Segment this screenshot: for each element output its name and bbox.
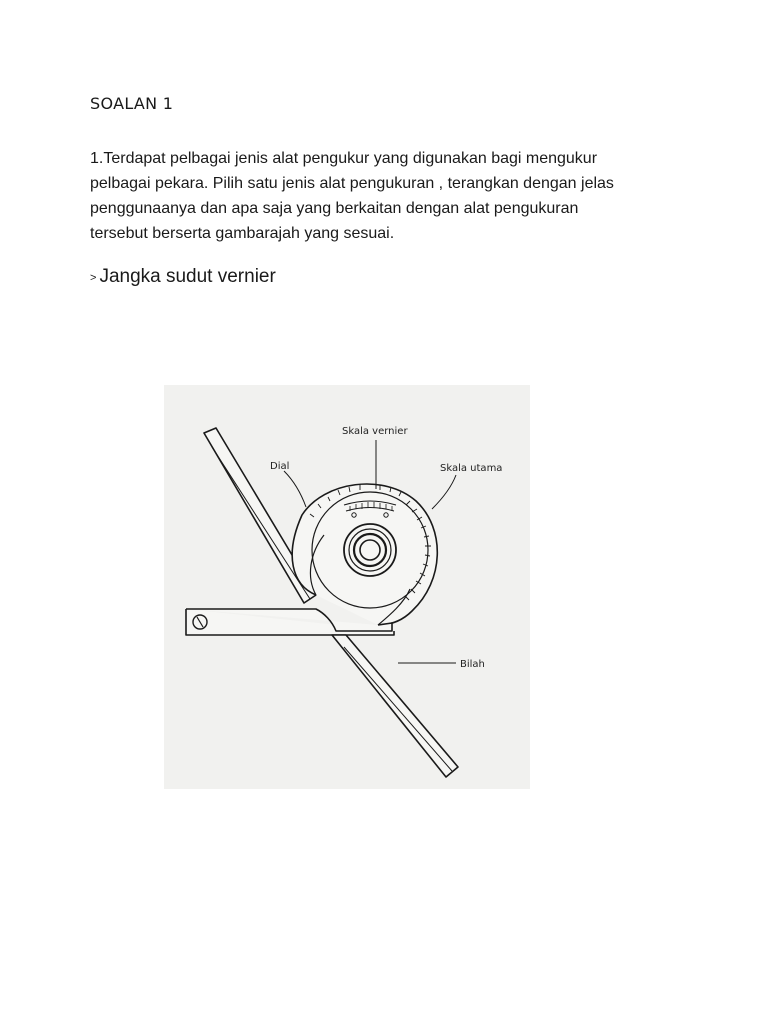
bullet-marker: >	[90, 272, 97, 284]
answer-title-line	[90, 266, 276, 288]
question-line: 1.Terdapat pelbagai jenis alat pengukur yang digunakan bagi mengukur	[90, 150, 598, 167]
label-vernier-scale: Skala vernier	[342, 426, 408, 437]
label-dial: Dial	[270, 461, 290, 472]
answer-title: Jangka sudut vernier	[99, 266, 276, 287]
label-blade: Bilah	[460, 659, 485, 670]
diagram-svg	[164, 385, 530, 789]
question-line: pelbagai pekara. Pilih satu jenis alat pengukuran , terangkan dengan jelas	[90, 175, 614, 192]
vernier-protractor-diagram	[164, 385, 530, 789]
page-heading: SOALAN 1	[90, 94, 174, 113]
question-line: penggunaanya dan apa saja yang berkaitan dengan alat pengukuran	[90, 200, 579, 217]
question-text	[90, 146, 690, 246]
label-main-scale: Skala utama	[440, 463, 503, 474]
question-line: tersebut berserta gambarajah yang sesuai.	[90, 225, 395, 242]
